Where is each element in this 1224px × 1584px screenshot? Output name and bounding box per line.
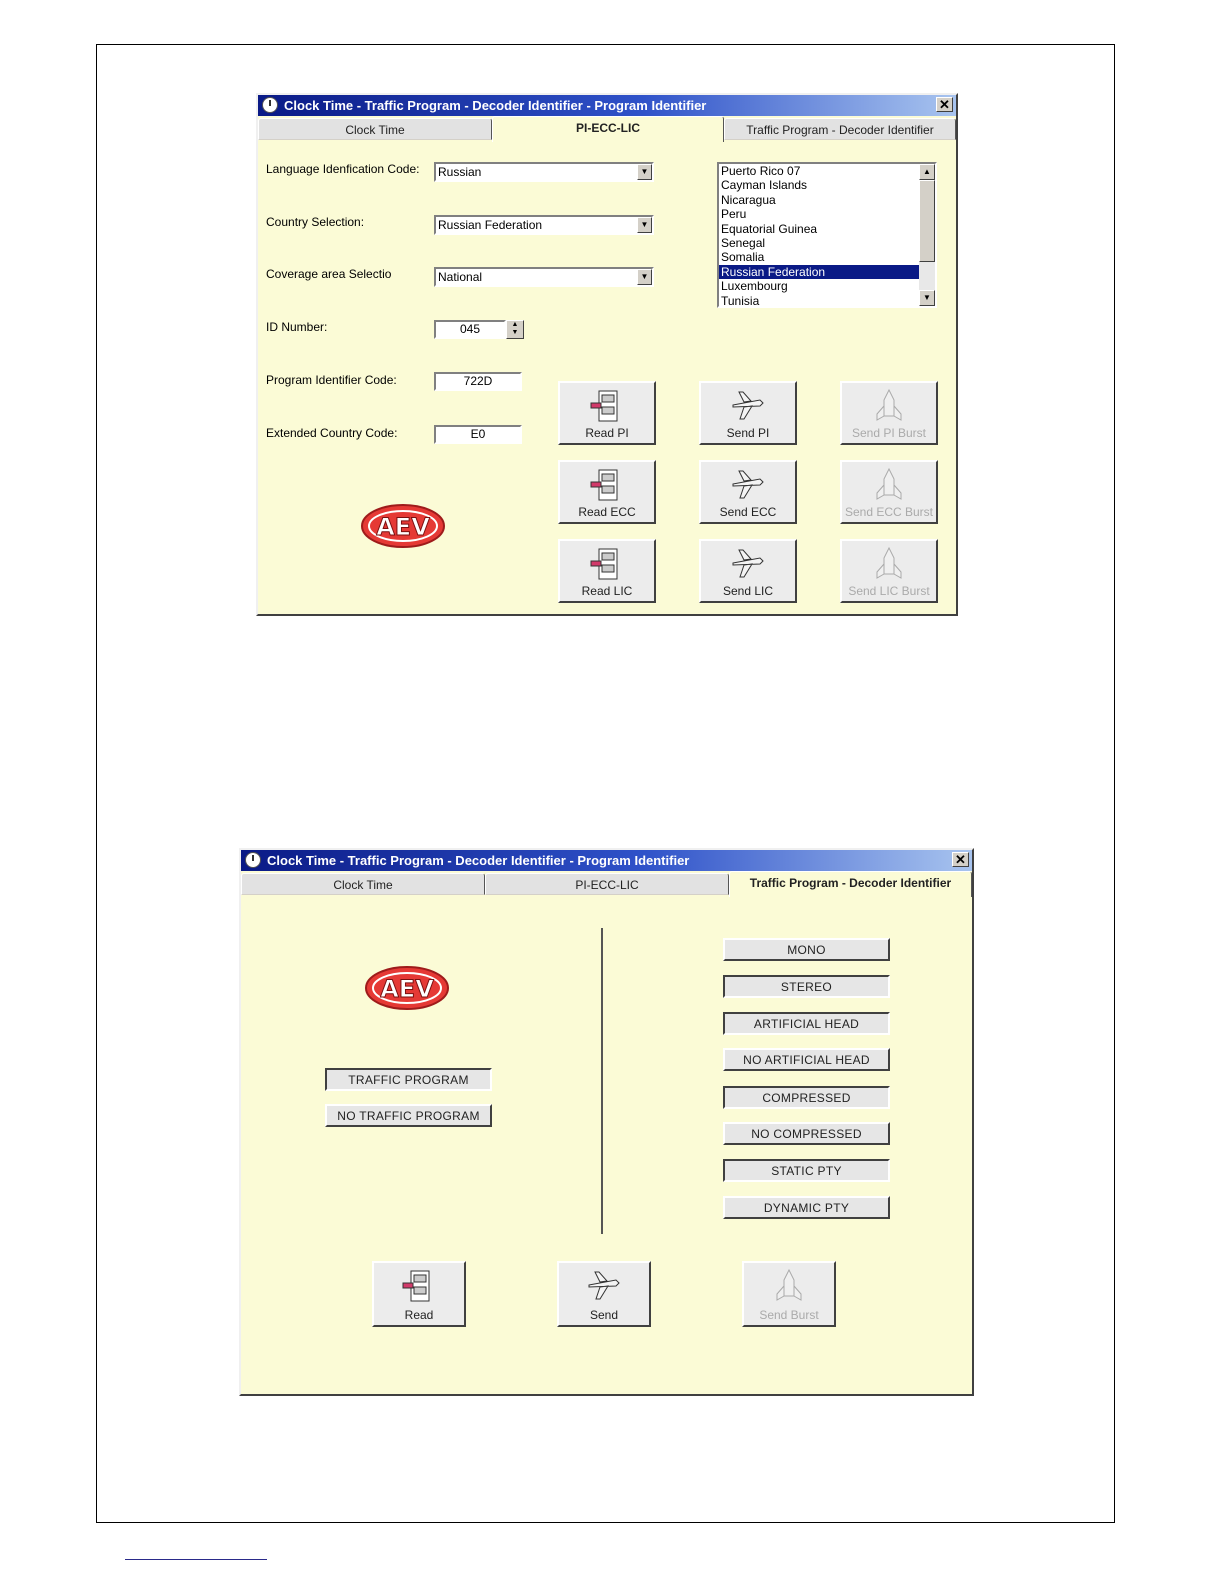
read-pi-button[interactable] [558,381,656,445]
scroll-up-icon[interactable]: ▲ [919,164,935,180]
tab-clock-time[interactable]: Clock Time [241,873,485,895]
send-pi-burst-button[interactable] [840,381,938,445]
send-label: Send [589,1308,619,1322]
read-pi-label: Read PI [585,426,629,440]
svg-text:AEV: AEV [376,513,430,541]
airplane-icon [586,1268,622,1304]
file-cabinet-icon [589,388,625,424]
send-ecc-burst-label: Send ECC Burst [844,505,934,519]
send-lic-burst-label: Send LIC Burst [848,584,930,598]
divider [601,928,603,1234]
aev-logo [360,503,446,549]
dynamic-pty-button[interactable]: DYNAMIC PTY [723,1196,890,1219]
country-list [719,164,935,308]
window-title: Clock Time - Traffic Program - Decoder Identifier - Program Identifier [284,98,707,113]
tab-pi-ecc-lic[interactable]: PI-ECC-LIC [492,116,724,142]
ecc-label: Extended Country Code: [266,426,398,440]
list-item[interactable]: Puerto Rico 07 [721,164,801,178]
chevron-down-icon[interactable]: ▼ [637,217,652,233]
traffic-program-button[interactable]: TRAFFIC PROGRAM [325,1068,492,1091]
tab-pi-ecc-lic[interactable]: PI-ECC-LIC [485,873,729,895]
no-traffic-program-button[interactable]: NO TRAFFIC PROGRAM [325,1104,492,1127]
list-item[interactable]: Tunisia [721,293,760,308]
title-bar[interactable] [241,850,972,871]
rocket-icon [871,467,907,503]
file-cabinet-icon [401,1268,437,1304]
clock-icon [245,852,261,868]
send-pi-button[interactable] [699,381,797,445]
send-button[interactable] [557,1261,651,1327]
traffic-program-window [239,848,974,1396]
airplane-icon [730,388,766,424]
send-lic-label: Send LIC [722,584,774,598]
list-item[interactable]: Russian Federation [719,265,935,279]
list-item[interactable]: Peru [721,207,747,222]
country-label: Country Selection: [266,215,365,229]
file-cabinet-icon [589,546,625,582]
mono-button[interactable]: MONO [723,938,890,961]
scroll-down-icon[interactable]: ▼ [919,290,935,306]
no-compressed-button[interactable]: NO COMPRESSED [723,1122,890,1145]
send-burst-label: Send Burst [759,1308,819,1322]
list-item[interactable]: Senegal [721,235,766,250]
send-ecc-label: Send ECC [719,505,777,519]
compressed-button[interactable]: COMPRESSED [723,1086,890,1109]
country-listbox[interactable] [717,162,937,308]
pi-code-input[interactable]: 722D [434,372,522,391]
no-artificial-head-button[interactable]: NO ARTIFICIAL HEAD [723,1048,890,1071]
rocket-icon [771,1268,807,1304]
language-value: Russian [438,165,482,179]
language-select[interactable] [434,162,654,182]
send-lic-burst-button[interactable] [840,539,938,603]
coverage-value: National [438,270,483,284]
list-item[interactable]: Somalia [721,250,765,265]
svg-text:AEV: AEV [380,975,434,1003]
clock-icon [262,97,278,113]
coverage-label: Coverage area Selectio [266,267,392,281]
footer-rule [125,1559,267,1560]
send-ecc-button[interactable] [699,460,797,524]
rocket-icon [871,388,907,424]
stereo-button[interactable]: STEREO [723,975,890,998]
country-value: Russian Federation [438,218,543,232]
aev-logo [363,965,451,1011]
coverage-select[interactable] [434,267,654,287]
file-cabinet-icon [589,467,625,503]
static-pty-button[interactable]: STATIC PTY [723,1159,890,1182]
tab-clock-time[interactable]: Clock Time [258,118,492,140]
spin-down-icon[interactable]: ▼ [511,329,519,336]
listbox-scrollbar[interactable] [919,164,935,306]
send-lic-button[interactable] [699,539,797,603]
list-item[interactable]: Cayman Islands [721,178,808,193]
read-label: Read [404,1308,434,1322]
list-item[interactable]: Nicaragua [721,192,776,207]
read-button[interactable] [372,1261,466,1327]
list-item[interactable]: Luxembourg [721,279,788,294]
language-label: Language Idenfication Code: [266,162,420,176]
airplane-icon [730,546,766,582]
tab-traffic-program[interactable]: Traffic Program - Decoder Identifier [724,118,956,140]
pi-ecc-lic-window [256,93,958,616]
id-number-input[interactable]: 045 [434,320,506,339]
read-ecc-label: Read ECC [578,505,636,519]
close-button[interactable]: ✕ [936,97,953,112]
window-title: Clock Time - Traffic Program - Decoder Identifier - Program Identifier [267,853,690,868]
id-number-label: ID Number: [266,320,328,334]
scroll-thumb[interactable] [919,180,935,262]
chevron-down-icon[interactable]: ▼ [637,269,652,285]
chevron-down-icon[interactable]: ▼ [637,164,652,180]
id-number-spinner[interactable] [506,320,524,339]
tab-bar [241,871,972,897]
ecc-input[interactable]: E0 [434,425,522,444]
country-select[interactable] [434,215,654,235]
read-ecc-button[interactable] [558,460,656,524]
rocket-icon [871,546,907,582]
list-item[interactable]: Equatorial Guinea [721,221,818,236]
artificial-head-button[interactable]: ARTIFICIAL HEAD [723,1012,890,1035]
send-burst-button[interactable] [742,1261,836,1327]
read-lic-label: Read LIC [581,584,633,598]
pi-code-label: Program Identifier Code: [266,373,397,387]
tab-bar [258,116,956,142]
send-ecc-burst-button[interactable] [840,460,938,524]
close-button[interactable]: ✕ [952,852,969,867]
tab-traffic-program[interactable]: Traffic Program - Decoder Identifier [729,871,972,897]
send-pi-label: Send PI [726,426,770,440]
title-bar[interactable] [258,95,956,116]
airplane-icon [730,467,766,503]
send-pi-burst-label: Send PI Burst [851,426,927,440]
read-lic-button[interactable] [558,539,656,603]
spin-up-icon[interactable]: ▲ [511,321,519,328]
